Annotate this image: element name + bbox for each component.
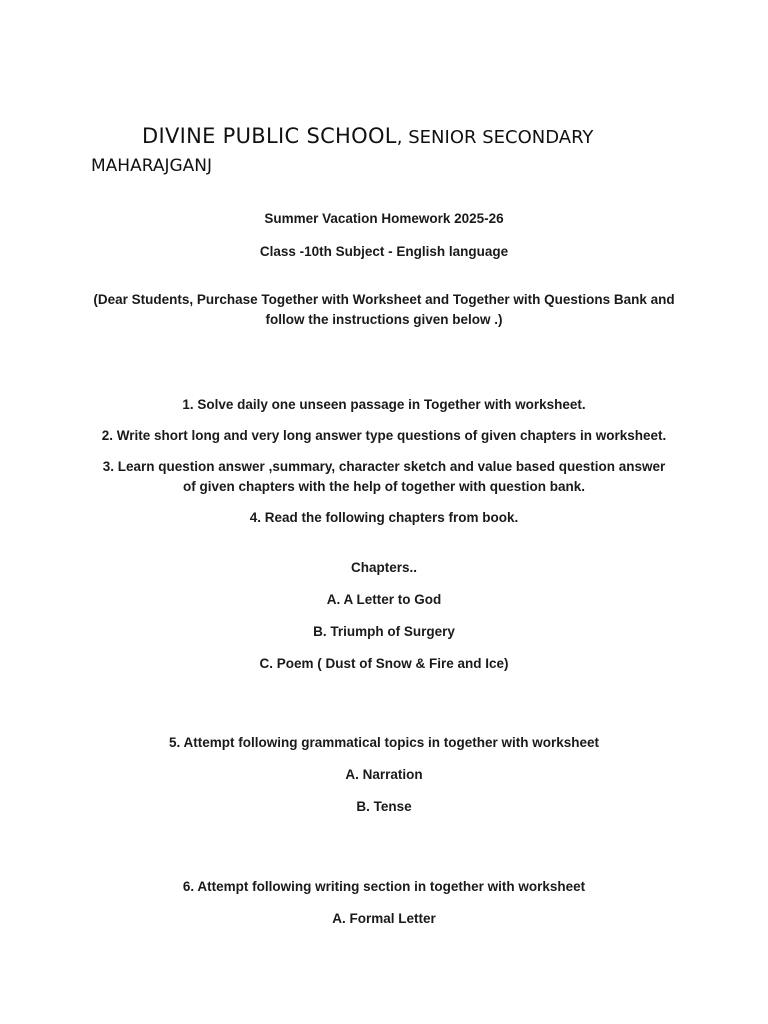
writing-heading: 6. Attempt following writing section in together with worksheet: [182, 879, 586, 894]
school-name: DIVINE PUBLIC SCHOOL: [142, 124, 397, 148]
chapter-item: A. A Letter to God: [326, 592, 442, 607]
grammar-heading: 5. Attempt following grammatical topics in together with worksheet: [168, 735, 600, 750]
writing-item: A. Formal Letter: [332, 911, 436, 926]
school-place: MAHARAJGANJ: [91, 156, 213, 176]
homework-title: Summer Vacation Homework 2025-26: [264, 211, 504, 226]
chapter-item: C. Poem ( Dust of Snow & Fire and Ice): [259, 656, 509, 671]
chapter-item: B. Triumph of Surgery: [313, 624, 455, 639]
grammar-item: A. Narration: [345, 767, 423, 782]
instruction-3: 3. Learn question answer ,summary, character sketch and value based question answer of given chapters with the help of together with question bank.: [102, 459, 666, 494]
instruction-4: 4. Read the following chapters from book.: [249, 510, 519, 525]
school-level: , SENIOR SECONDARY: [396, 127, 594, 148]
grammar-item: B. Tense: [356, 799, 412, 814]
chapters-heading: Chapters..: [350, 560, 418, 575]
instruction-2: 2. Write short long and very long answer type questions of given chapters in worksheet.: [101, 428, 667, 443]
instruction-1: 1. Solve daily one unseen passage in Together with worksheet.: [182, 397, 586, 412]
school-heading: [142, 124, 593, 148]
instruction-note: (Dear Students, Purchase Together with Worksheet and Together with Questions Bank and follow the instructions given below .): [93, 292, 675, 327]
class-subject: Class -10th Subject - English language: [259, 244, 509, 259]
